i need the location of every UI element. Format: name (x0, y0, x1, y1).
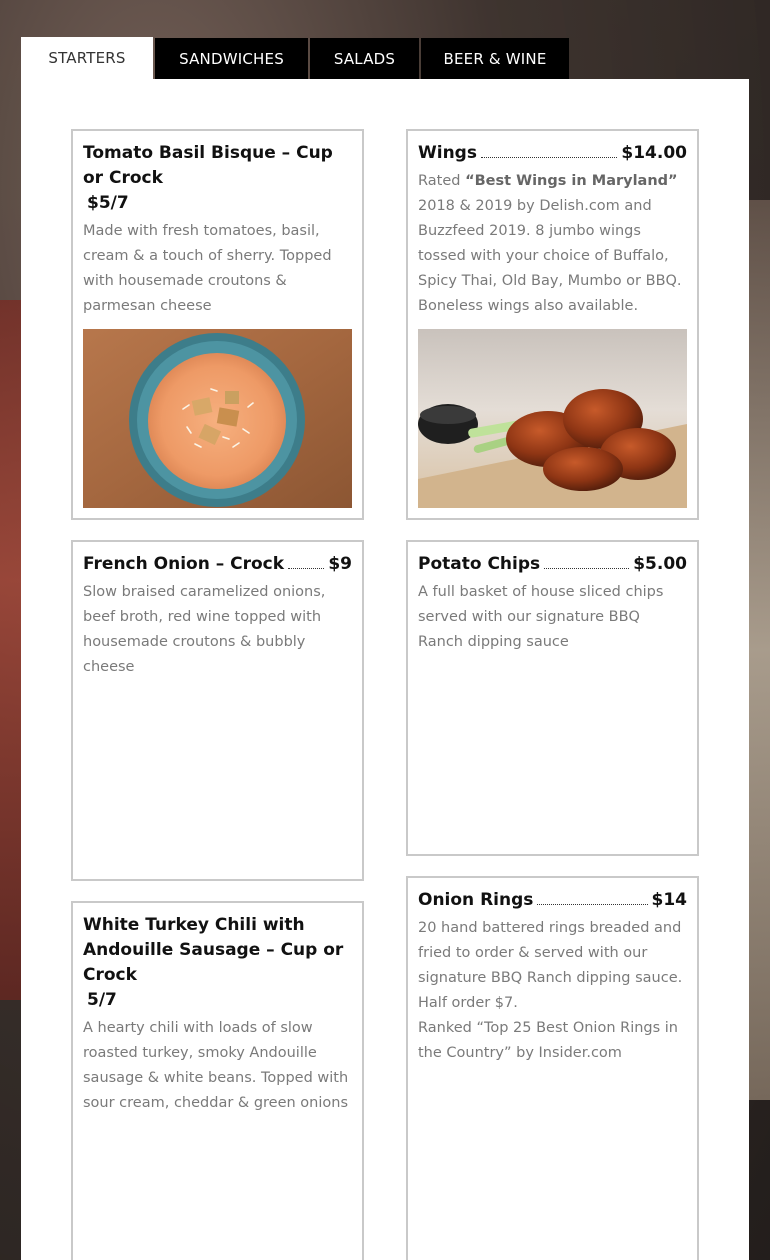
item-price: $14 (651, 890, 687, 910)
item-name: Onion Rings (418, 890, 534, 910)
menu-item-turkey-chili (71, 901, 364, 1260)
tab-starters[interactable]: STARTERS (21, 37, 153, 79)
item-name: Tomato Basil Bisque – Cup or Crock (83, 143, 333, 188)
menu-item-tomato-bisque (71, 129, 364, 520)
menu-item-french-onion (71, 540, 364, 881)
item-heading (83, 913, 352, 1013)
item-price: 5/7 (87, 990, 117, 1010)
item-name: Potato Chips (418, 554, 541, 574)
price-leader (537, 904, 647, 905)
description-highlight: “Best Wings in Maryland” (465, 173, 678, 189)
item-heading (83, 141, 352, 216)
menu-panel (21, 79, 749, 1260)
item-name: White Turkey Chili with Andouille Sausage – Cup or Crock (83, 915, 344, 985)
tab-salads[interactable]: SALADS (310, 38, 419, 79)
item-heading (418, 141, 687, 166)
item-price: $5.00 (633, 554, 687, 574)
menu-item-onion-rings (406, 876, 699, 1260)
price-leader (481, 157, 617, 158)
item-description (418, 169, 687, 319)
item-heading (418, 888, 687, 913)
tomato-soup-photo (83, 329, 352, 508)
item-description: A hearty chili with loads of slow roasted turkey, smoky Andouille sausage & white beans. Topped with sour cream, cheddar & green onions (83, 1020, 349, 1111)
item-heading (418, 552, 687, 577)
tab-sandwiches[interactable]: SANDWICHES (155, 38, 308, 79)
item-description: Made with fresh tomatoes, basil, cream & a touch of sherry. Topped with housemade croutons & parmesan cheese (83, 223, 332, 314)
menu-tabs (21, 37, 569, 79)
wings-photo (418, 329, 687, 508)
menu-item-wings (406, 129, 699, 520)
description-prefix: Rated (418, 173, 461, 189)
item-price: $9 (328, 554, 352, 574)
item-description: Slow braised caramelized onions, beef broth, red wine topped with housemade croutons & bubbly cheese (83, 584, 326, 675)
tab-beer-wine[interactable]: BEER & WINE (421, 38, 569, 79)
item-heading (83, 552, 352, 577)
item-description: A full basket of house sliced chips served with our signature BBQ Ranch dipping sauce (418, 584, 664, 650)
item-price: $14.00 (621, 143, 687, 163)
item-award-note: Ranked “Top 25 Best Onion Rings in the Country” by Insider.com (418, 1020, 678, 1061)
item-name: French Onion – Crock (83, 554, 285, 574)
item-description: 20 hand battered rings breaded and fried to order & served with our signature BBQ Ranch dipping sauce. Half order $7. (418, 920, 683, 1011)
item-price: $5/7 (87, 193, 129, 213)
item-name: Wings (418, 143, 477, 163)
description-rest: 2018 & 2019 by Delish.com and Buzzfeed 2019. 8 jumbo wings tossed with your choice of Buffalo, Spicy Thai, Old Bay, Mumbo or BBQ. Boneless wings also available. (418, 198, 682, 314)
price-leader (544, 568, 629, 569)
menu-item-potato-chips (406, 540, 699, 856)
price-leader (288, 568, 324, 569)
